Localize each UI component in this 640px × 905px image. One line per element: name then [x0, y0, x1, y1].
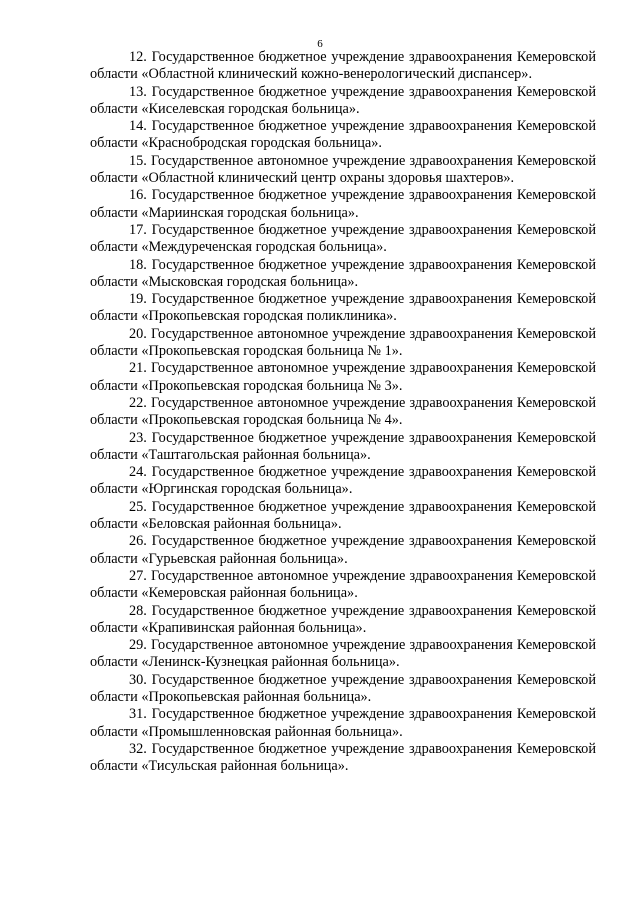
- item-number: 18.: [129, 256, 147, 273]
- item-text: Государственное автономное учреждение здравоохранения Кемеровской области «Ленинск-Кузнецкая районная больница».: [90, 637, 596, 671]
- list-item: [90, 637, 596, 672]
- item-number: 17.: [129, 221, 147, 238]
- list-item: [90, 118, 596, 153]
- item-text: Государственное автономное учреждение здравоохранения Кемеровской области «Прокопьевская городская больница № 4».: [90, 394, 596, 429]
- item-text: Государственное бюджетное учреждение здравоохранения Кемеровской области «Промышленновская районная больница».: [90, 706, 596, 740]
- page-number: 6: [317, 38, 323, 50]
- list-item: [90, 741, 596, 776]
- item-number: 20.: [129, 325, 147, 342]
- item-number: 14.: [129, 118, 147, 135]
- item-text: Государственное бюджетное учреждение здравоохранения Кемеровской области «Беловская районная больница».: [90, 498, 596, 533]
- list-item: [90, 187, 596, 222]
- list-item: [90, 568, 596, 603]
- item-number: 28.: [129, 602, 147, 619]
- item-number: 21.: [129, 360, 147, 377]
- list-item: [90, 360, 596, 395]
- item-number: 23.: [129, 429, 147, 446]
- item-text: Государственное автономное учреждение здравоохранения Кемеровской области «Прокопьевская городская больница № 1».: [90, 325, 596, 360]
- list-item: [90, 222, 596, 257]
- item-number: 22.: [129, 394, 147, 411]
- list-item: [90, 672, 596, 707]
- list-item: [90, 533, 596, 568]
- item-number: 30.: [129, 671, 147, 688]
- item-text: Государственное бюджетное учреждение здравоохранения Кемеровской области «Таштагольская районная больница».: [90, 429, 596, 463]
- item-text: Государственное бюджетное учреждение здравоохранения Кемеровской области «Юргинская городская больница».: [90, 464, 596, 498]
- item-text: Государственное автономное учреждение здравоохранения Кемеровской области «Кемеровская районная больница».: [90, 567, 596, 602]
- list-item: [90, 464, 596, 499]
- item-text: Государственное автономное учреждение здравоохранения Кемеровской области «Прокопьевская городская больница № 3».: [90, 360, 596, 394]
- item-text: Государственное бюджетное учреждение здравоохранения Кемеровской области «Мариинская городская больница».: [90, 187, 596, 221]
- item-number: 27.: [129, 567, 147, 584]
- item-text: Государственное бюджетное учреждение здравоохранения Кемеровской области «Прокопьевская районная больница».: [90, 671, 596, 705]
- item-text: Государственное бюджетное учреждение здравоохранения Кемеровской области «Киселевская городская больница».: [90, 83, 596, 117]
- item-number: 15.: [129, 152, 147, 169]
- item-text: Государственное бюджетное учреждение здравоохранения Кемеровской области «Междуреченская городская больница».: [90, 221, 596, 256]
- item-number: 24.: [129, 464, 147, 481]
- item-text: Государственное бюджетное учреждение здравоохранения Кемеровской области «Прокопьевская городская поликлиника».: [90, 291, 596, 325]
- item-text: Государственное бюджетное учреждение здравоохранения Кемеровской области «Краснобродская городская больница».: [90, 118, 596, 152]
- item-number: 13.: [129, 83, 147, 100]
- item-text: Государственное бюджетное учреждение здравоохранения Кемеровской области «Областной клинический кожно-венерологический диспансер».: [90, 49, 596, 83]
- item-text: Государственное бюджетное учреждение здравоохранения Кемеровской области «Крапивинская районная больница».: [90, 602, 596, 636]
- list-item: [90, 430, 596, 465]
- list-item: [90, 326, 596, 361]
- list-item: [90, 84, 596, 119]
- document-body: [90, 49, 596, 775]
- list-item: [90, 499, 596, 534]
- item-text: Государственное бюджетное учреждение здравоохранения Кемеровской области «Тисульская районная больница».: [90, 740, 596, 775]
- item-text: Государственное бюджетное учреждение здравоохранения Кемеровской области «Гурьевская районная больница».: [90, 533, 596, 567]
- item-text: Государственное автономное учреждение здравоохранения Кемеровской области «Областной клинический центр охраны здоровья шахтеров».: [90, 152, 596, 187]
- list-item: [90, 257, 596, 292]
- list-item: [90, 395, 596, 430]
- list-item: [90, 603, 596, 638]
- list-item: [90, 291, 596, 326]
- item-number: 16.: [129, 187, 147, 204]
- item-number: 19.: [129, 291, 147, 308]
- item-number: 12.: [129, 49, 147, 65]
- item-number: 32.: [129, 740, 147, 757]
- list-item: [90, 49, 596, 84]
- item-number: 31.: [129, 706, 147, 723]
- item-number: 25.: [129, 498, 147, 515]
- item-number: 26.: [129, 533, 147, 550]
- list-item: [90, 706, 596, 741]
- item-text: Государственное бюджетное учреждение здравоохранения Кемеровской области «Мысковская городская больница».: [90, 256, 596, 290]
- list-item: [90, 153, 596, 188]
- item-number: 29.: [129, 637, 147, 654]
